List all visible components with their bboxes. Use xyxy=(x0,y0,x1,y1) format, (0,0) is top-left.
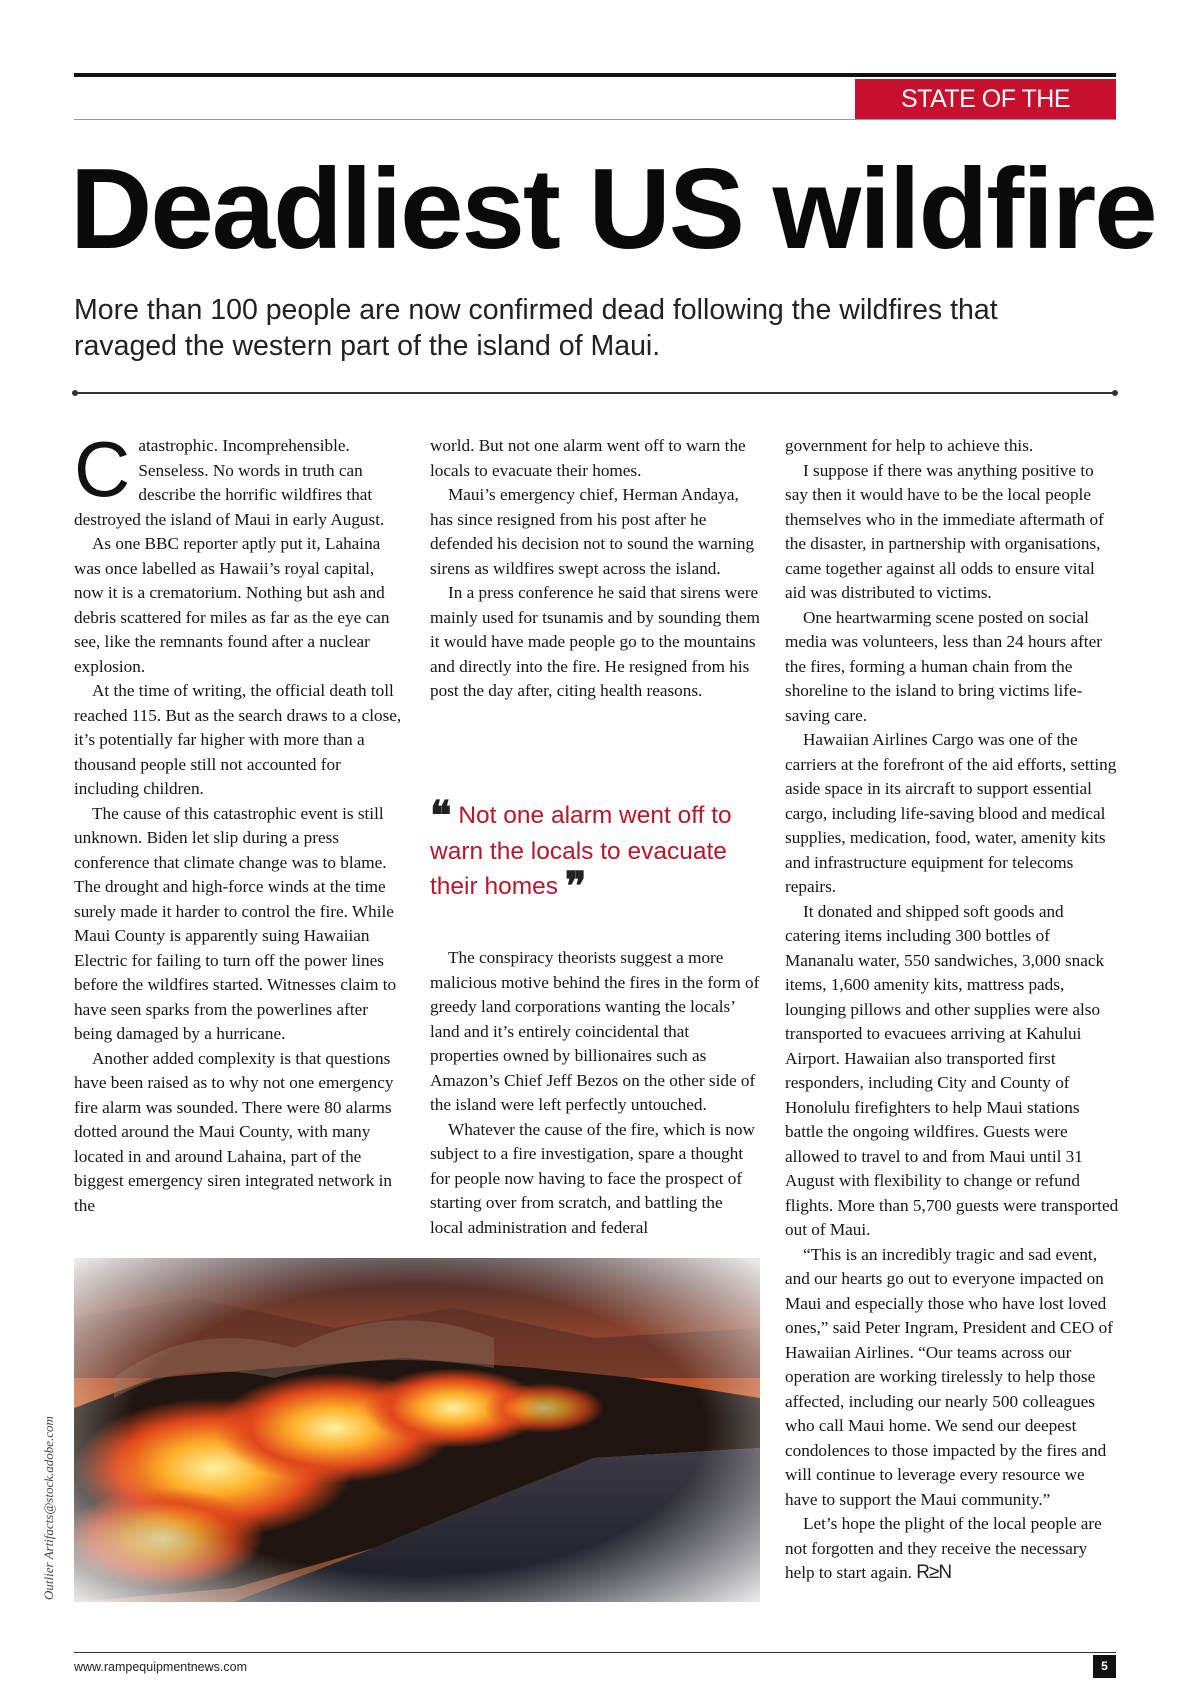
paragraph: Hawaiian Airlines Cargo was one of the carriers at the forefront of the aid efforts, setting aside space in its aircraft to support essential cargo, including life-saving blood and medical supplies, medication, food, water, amenity kits and infrastructure equipment for telecoms repairs. xyxy=(785,730,1117,896)
standfirst: More than 100 people are now confirmed dead following the wildfires that ravaged the western part of the island of Maui. xyxy=(74,294,998,362)
paragraph: As one BBC reporter aptly put it, Lahaina was once labelled as Hawaii’s royal capital, now it is a crematorium. Nothing but ash and debris scattered for miles as far as the eye can see, like the remnants found after a nuclear explosion. xyxy=(74,534,390,676)
article-column-3 xyxy=(785,434,1120,1586)
pull-quote xyxy=(430,794,750,909)
pull-quote-text: Not one alarm went off to warn the locals to evacuate their homes xyxy=(430,802,732,900)
end-mark-logo: R≥N xyxy=(916,1562,952,1583)
wildfire-aerial-photo xyxy=(74,1258,760,1602)
paragraph: The conspiracy theorists suggest a more malicious motive behind the fires in the form of greedy land corporations wanting the locals’ land and it’s entirely coincidental that properties owned by billionaires such as Amazon’s Chief Jeff Bezos on the other side of the island were left perfectly untouched. xyxy=(430,948,760,1114)
paragraph: “This is an incredibly tragic and sad event, and our hearts go out to everyone impacted on Maui and especially those who have lost loved ones,” said Peter Ingram, President and CEO of Hawaiian Airlines. “Our teams across our operation are working tirelessly to help those affected, including our nearly 500 colleagues who call Maui home. We send our deepest condolences to those impacted by the fires and will continue to leverage every resource we have to support the Maui community.” xyxy=(785,1244,1113,1509)
paragraph: One heartwarming scene posted on social media was volunteers, less than 24 hours after the fires, forming a human chain from the shoreline to the island to bring victims life-saving care. xyxy=(785,607,1102,725)
article-column-2-lower xyxy=(430,946,760,1240)
section-label: STATE OF THE NATION xyxy=(855,79,1116,119)
page-number: 5 xyxy=(1093,1655,1116,1678)
standfirst-divider xyxy=(74,392,1116,394)
article-column-1 xyxy=(74,425,404,1218)
paragraph: Catastrophic. Incomprehensible. Senseless. No words in truth can describe the horrific wildfires that destroyed the island of Maui in early August. xyxy=(74,425,385,529)
footer-url: www.rampequipmentnews.com xyxy=(74,1660,247,1674)
paragraph: In a press conference he said that sirens were mainly used for tsunamis and by sounding them it would have made people go to the mountains and directly into the fire. He resigned from his post the day after, citing health reasons. xyxy=(430,583,760,700)
paragraph: government for help to achieve this. xyxy=(785,436,1034,455)
close-quote-icon: ❞ xyxy=(564,865,587,909)
article-column-2 xyxy=(430,434,760,704)
footer-rule xyxy=(74,1652,1116,1653)
photo-credit: Outlier Artifacts@stock.adobe.com xyxy=(41,1416,56,1600)
headline: Deadliest US wildfire xyxy=(70,146,1156,273)
top-rule xyxy=(74,73,1116,77)
paragraph: world. But not one alarm went off to warn the locals to evacuate their homes. xyxy=(430,436,746,480)
paragraph: Let’s hope the plight of the local people are not forgotten and they receive the necessary help to start again. R≥N xyxy=(785,1514,1102,1583)
paragraph: It donated and shipped soft goods and catering items including 300 bottles of Mananalu water, 550 sandwiches, 3,000 snack items, 1,600 amenity kits, mattress pads, lounging pillows and other supplies were also transported to evacuees arriving at Kahului Airport. Hawaiian also transported first responders, including City and County of Honolulu firefighters to help Maui stations battle the ongoing wildfires. Guests were allowed to travel to and from Maui until 31 August with flexibility to change or refund flights. More than 5,700 guests were transported out of Maui. xyxy=(785,901,1119,1239)
paragraph: I suppose if there was anything positive to say then it would have to be the local people themselves who in the immediate aftermath of the disaster, in partnership with organisations, came together against all odds to ensure vital aid was distributed to victims. xyxy=(785,460,1104,602)
paragraph: At the time of writing, the official death toll reached 115. But as the search draws to a close, it’s potentially far higher with more than a thousand people still not accounted for including children. xyxy=(74,681,402,798)
paragraph: The cause of this catastrophic event is still unknown. Biden let slip during a press conference that climate change was to blame. The drought and high-force winds at the time surely made it harder to control the fire. While Maui County is apparently suing Hawaiian Electric for failing to turn off the power lines before the wildfires started. Witnesses claim to have seen sparks from the powerlines after being damaged by a hurricane. xyxy=(74,803,397,1043)
paragraph: Maui’s emergency chief, Herman Andaya, has since resigned from his post after he defended his decision not to sound the warning sirens as wildfires swept across the island. xyxy=(430,485,755,578)
paragraph: Whatever the cause of the fire, which is now subject to a fire investigation, spare a thought for people now having to face the prospect of starting over from scratch, and battling the local administration and federal xyxy=(430,1119,755,1237)
drop-cap: C xyxy=(74,425,131,513)
paragraph: Another added complexity is that questions have been raised as to why not one emergency fire alarm was sounded. There were 80 alarms dotted around the Maui County, with many located in and around Lahaina, part of the biggest emergency siren integrated network in the xyxy=(74,1048,394,1215)
open-quote-icon: ❝ xyxy=(430,794,452,838)
header-thin-rule xyxy=(74,119,1116,120)
